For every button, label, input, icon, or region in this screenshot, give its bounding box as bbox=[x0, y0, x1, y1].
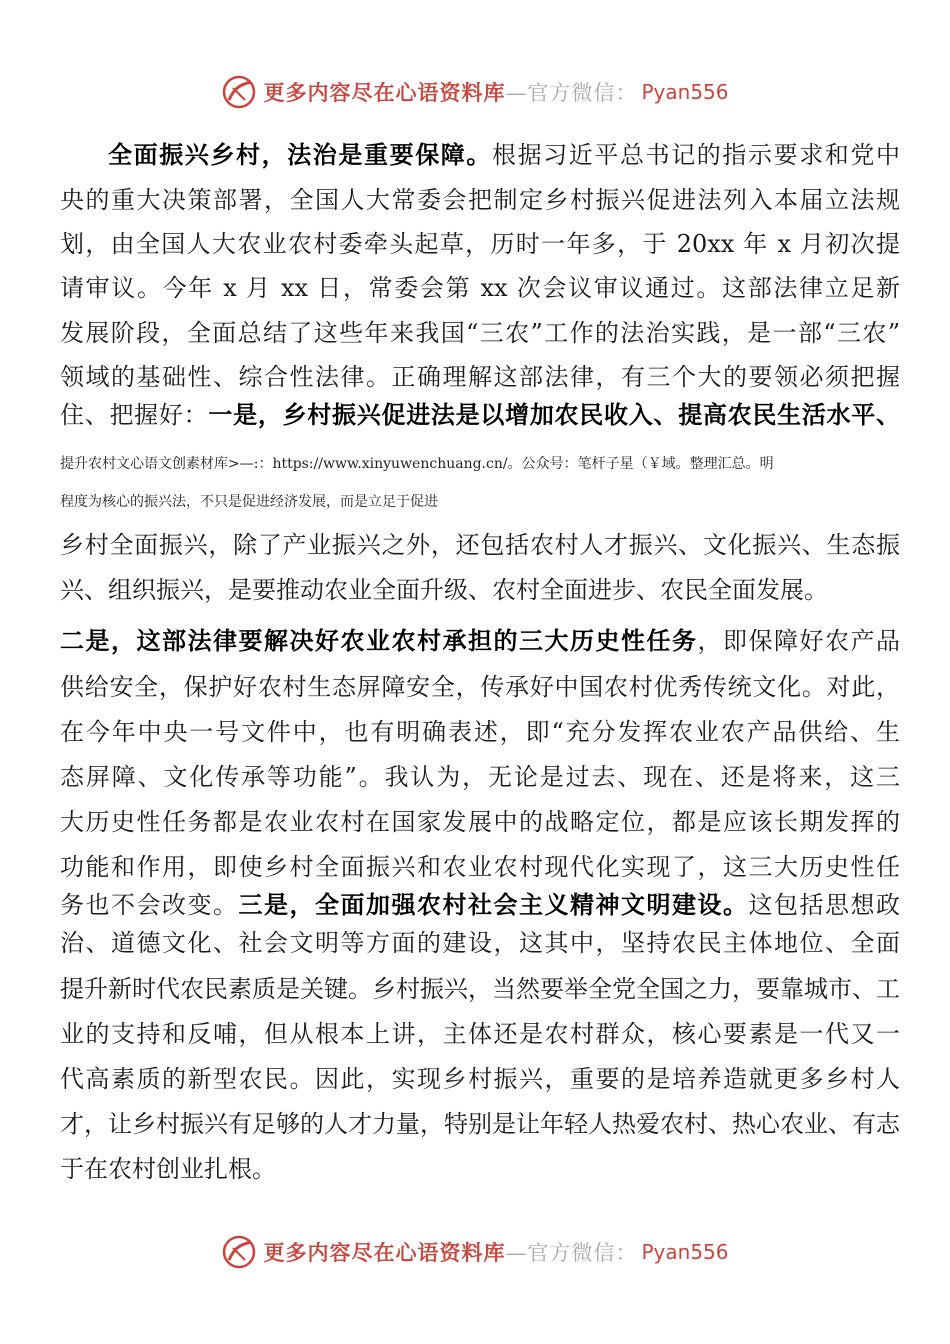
text-span: 务也不会改变。 bbox=[60, 891, 239, 919]
text-line-6: 领域的基础性、综合性法律。正确理解这部法律，有三个大的要领必须把握 bbox=[60, 363, 900, 391]
text-line-11: 供给安全，保护好农村生态屏障安全，传承好中国农村优秀传统文化。对此， bbox=[60, 673, 900, 701]
bold-heading-1: 全面振兴乡村，法治是重要保障。 bbox=[108, 141, 492, 169]
bold-point-1: 一是，乡村振兴促进法是以增加农民收入、提高农民生活水平、 bbox=[208, 401, 901, 429]
text-line-14: 大历史性任务都是农业农村在国家发展中的战略定位，都是应该长期发挥的 bbox=[60, 808, 900, 836]
text-line-18: 提升新时代农民素质是关键。乡村振兴，当然要举全党全国之力，要靠城市、工 bbox=[60, 975, 900, 1003]
text-line-15: 功能和作用，即使乡村全面振兴和农业农村现代化实现了，这三大历史性任 bbox=[60, 853, 900, 881]
text-line-7 bbox=[60, 400, 900, 430]
banner-wechat-id: Pyan556 bbox=[641, 80, 729, 104]
text-line-2: 央的重大决策部署，全国人大常委会把制定乡村振兴促进法列入本届立法规 bbox=[60, 186, 900, 214]
text-line-19: 业的支持和反哺，但从根本上讲，主体还是农村群众，核心要素是一代又一 bbox=[60, 1020, 900, 1048]
inserted-source-note-2: 程度为核心的振兴法，不只是促进经济发展，而是立足于促进 bbox=[60, 494, 438, 510]
bold-point-2: 二是，这部法律要解决好农业农村承担的三大历史性任务 bbox=[60, 627, 698, 655]
text-line-20: 代高素质的新型农民。因此，实现乡村振兴，重要的是培养造就更多乡村人 bbox=[60, 1065, 900, 1093]
seal-logo-icon bbox=[221, 1234, 257, 1270]
text-span: 这包括思想政 bbox=[748, 891, 900, 919]
seal-logo-icon bbox=[221, 74, 257, 110]
text-line-3: 划，由全国人大农业农村委牵头起草，历时一年多，于 20xx 年 x 月初次提 bbox=[60, 230, 900, 258]
banner-subtitle: —官方微信： bbox=[505, 1241, 638, 1265]
text-line-8: 乡村全面振兴，除了产业振兴之外，还包括农村人才振兴、文化振兴、生态振 bbox=[60, 531, 900, 559]
text-line-13: 态屏障、文化传承等功能”。我认为，无论是过去、现在、还是将来，这三 bbox=[60, 763, 900, 791]
text-line-10 bbox=[60, 626, 900, 656]
text-line-17: 治、道德文化、社会文明等方面的建设，这其中，坚持农民主体地位、全面 bbox=[60, 929, 900, 957]
text-span: 住、把握好： bbox=[60, 401, 209, 429]
banner-title: 更多内容尽在心语资料库 bbox=[263, 80, 506, 105]
text-span: 根据习近平总书记的指示要求和党中 bbox=[492, 141, 900, 169]
text-line-22: 于在农村创业扎根。 bbox=[60, 1155, 276, 1183]
text-line-9: 兴、组织振兴，是要推动农业全面升级、农村全面进步、农民全面发展。 bbox=[60, 576, 828, 604]
inserted-source-note: 提升农村文心语文创素材库>—:：https://www.xinyuwenchuang.cn/。公众号：笔杆子星（￥域。整理汇总。明 bbox=[60, 456, 774, 472]
text-line-1 bbox=[108, 140, 900, 170]
banner-wechat-id: Pyan556 bbox=[641, 1240, 729, 1264]
bold-point-3: 三是，全面加强农村社会主义精神文明建设。 bbox=[238, 891, 749, 919]
text-line-21: 才，让乡村振兴有足够的人才力量，特别是让年轻人热爱农村、热心农业、有志 bbox=[60, 1110, 900, 1138]
text-line-4: 请审议。今年 x 月 xx 日，常委会第 xx 次会议审议通过。这部法律立足新 bbox=[60, 274, 900, 302]
text-line-12: 在今年中央一号文件中，也有明确表述，即“充分发挥农业农产品供给、生 bbox=[60, 718, 900, 746]
text-line-5: 发展阶段，全面总结了这些年来我国“三农”工作的法治实践，是一部“三农” bbox=[60, 319, 900, 347]
text-line-16 bbox=[60, 890, 900, 920]
footer-banner bbox=[0, 1232, 950, 1272]
header-banner bbox=[0, 72, 950, 112]
banner-subtitle: —官方微信： bbox=[505, 81, 638, 105]
banner-title: 更多内容尽在心语资料库 bbox=[263, 1240, 506, 1265]
text-span: ，即保障好农产品 bbox=[697, 627, 900, 655]
